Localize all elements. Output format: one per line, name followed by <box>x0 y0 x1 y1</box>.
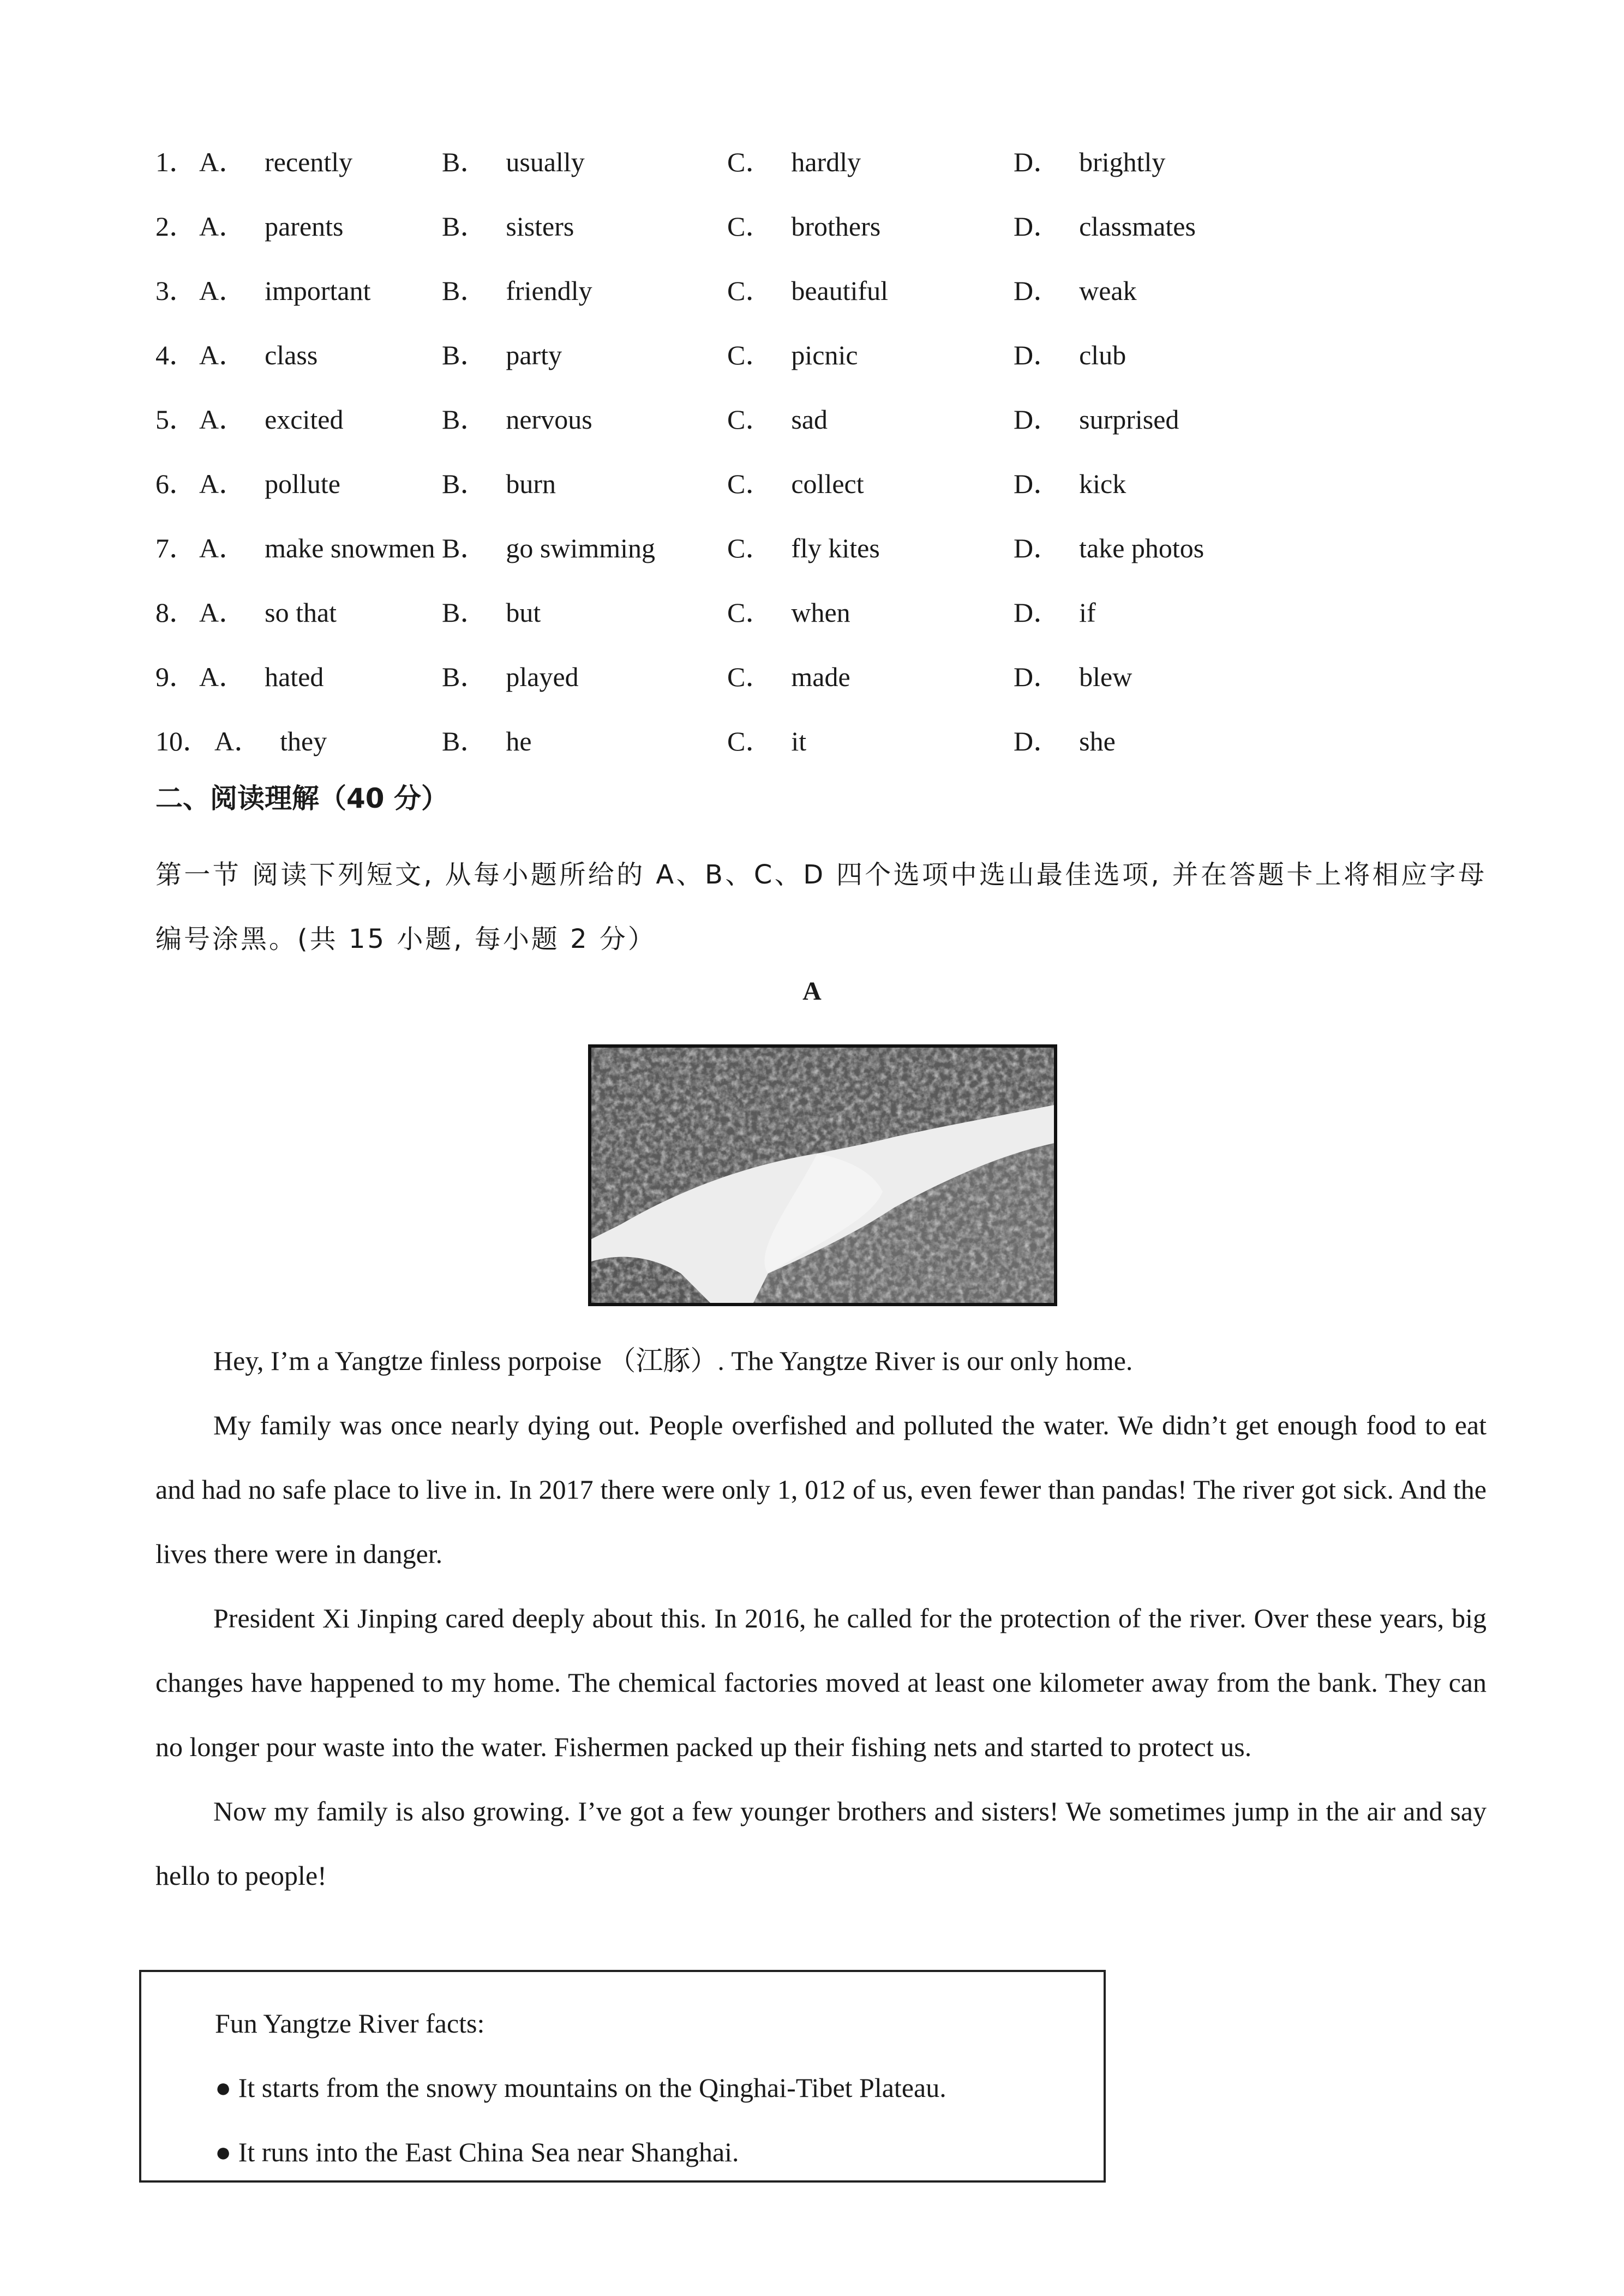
option-letter: B． <box>442 211 488 242</box>
option-b <box>442 580 541 645</box>
option-text: recently <box>265 147 353 177</box>
option-a <box>199 194 344 259</box>
option-text: so that <box>265 597 337 628</box>
option-a <box>199 516 435 580</box>
yangtze-river-photo <box>588 1044 1057 1306</box>
option-letter: A． <box>199 147 247 177</box>
option-d <box>1014 387 1179 452</box>
question-row-3 <box>155 259 1492 323</box>
option-b <box>442 323 562 387</box>
question-number: 9． <box>155 662 196 692</box>
option-b <box>442 130 585 194</box>
option-text: hardly <box>791 147 861 177</box>
option-b <box>442 709 532 773</box>
option-text: parents <box>265 211 344 242</box>
option-letter: A． <box>199 662 247 692</box>
facts-title: Fun Yangtze River facts: <box>215 2008 485 2039</box>
option-d <box>1014 194 1196 259</box>
option-letter: D． <box>1014 147 1061 177</box>
fact-item: ● It runs into the East China Sea near Shanghai. <box>215 2137 739 2167</box>
option-letter: C． <box>727 404 773 435</box>
option-b <box>442 259 592 323</box>
option-letter: A． <box>199 404 247 435</box>
option-c <box>727 323 858 387</box>
option-letter: B． <box>442 340 488 370</box>
option-letter: C． <box>727 597 773 628</box>
option-letter: C． <box>727 147 773 177</box>
option-b <box>442 452 556 516</box>
option-text: surprised <box>1079 404 1179 435</box>
option-text: he <box>506 726 532 756</box>
question-number: 1． <box>155 147 196 177</box>
passage-paragraph: My family was once nearly dying out. People overfished and polluted the water. We didn’t get enough food to eat and had no safe place to live in. In 2017 there were only 1, 012 of us, even fewer than pandas! The river got sick. And the lives there were in danger. <box>155 1410 1487 1569</box>
question-number: 7． <box>155 533 196 563</box>
option-letter: A． <box>199 597 247 628</box>
option-a <box>199 323 317 387</box>
option-c <box>727 709 806 773</box>
passage-label: A <box>802 977 822 1006</box>
option-text: classmates <box>1079 211 1196 242</box>
option-letter: A． <box>214 726 262 756</box>
option-text: fly kites <box>791 533 880 563</box>
option-text: sad <box>791 404 828 435</box>
option-letter: D． <box>1014 404 1061 435</box>
option-text: make snowmen <box>265 533 435 563</box>
option-text: weak <box>1079 275 1137 306</box>
question-number: 6． <box>155 468 196 499</box>
option-c <box>727 194 880 259</box>
passage-paragraph: Now my family is also growing. I’ve got a few younger brothers and sisters! We sometimes jump in the air and say hello to people! <box>155 1796 1487 1891</box>
option-letter: D． <box>1014 275 1061 306</box>
option-c <box>727 130 861 194</box>
option-letter: C． <box>727 211 773 242</box>
option-letter: D． <box>1014 597 1061 628</box>
option-letter: A． <box>199 533 247 563</box>
option-text: club <box>1079 340 1126 370</box>
question-number: 3． <box>155 275 196 306</box>
option-letter: D． <box>1014 468 1061 499</box>
option-letter: B． <box>442 404 488 435</box>
question-number: 2． <box>155 211 196 242</box>
passage-paragraph: Hey, I’m a Yangtze finless porpoise （江豚）. The Yangtze River is our only home. <box>213 1345 1133 1376</box>
option-c <box>727 516 880 580</box>
option-d <box>1014 645 1132 709</box>
question-row-6 <box>155 452 1492 516</box>
option-a <box>199 387 343 452</box>
option-text: brightly <box>1079 147 1166 177</box>
question-row-7 <box>155 516 1492 580</box>
option-letter: D． <box>1014 211 1061 242</box>
option-letter: C． <box>727 275 773 306</box>
option-text: picnic <box>791 340 858 370</box>
option-c <box>727 645 850 709</box>
option-d <box>1014 580 1096 645</box>
option-b <box>442 645 579 709</box>
option-text: party <box>506 340 562 370</box>
option-text: class <box>265 340 318 370</box>
option-d <box>1014 323 1126 387</box>
option-text: when <box>791 597 850 628</box>
option-text: pollute <box>265 468 340 499</box>
option-letter: C． <box>727 468 773 499</box>
option-text: take photos <box>1079 533 1204 563</box>
facts-box <box>139 1970 1106 2183</box>
option-a <box>199 645 323 709</box>
option-text: excited <box>265 404 344 435</box>
option-text: beautiful <box>791 275 889 306</box>
option-text: friendly <box>506 275 592 306</box>
question-row-5 <box>155 387 1492 452</box>
option-letter: B． <box>442 597 488 628</box>
option-text: she <box>1079 726 1116 756</box>
option-letter: D． <box>1014 726 1061 756</box>
question-number: 8． <box>155 597 196 628</box>
option-letter: A． <box>199 340 247 370</box>
option-c <box>727 259 888 323</box>
option-letter: B． <box>442 662 488 692</box>
option-letter: B． <box>442 275 488 306</box>
question-row-1 <box>155 130 1492 194</box>
question-number: 4． <box>155 340 196 370</box>
option-text: they <box>280 726 327 756</box>
option-c <box>727 580 850 645</box>
answer-options <box>155 130 1492 773</box>
option-d <box>1014 516 1204 580</box>
option-text: burn <box>506 468 556 499</box>
reading-passage <box>155 1329 1487 1908</box>
option-letter: C． <box>727 533 773 563</box>
option-text: it <box>791 726 807 756</box>
option-letter: A． <box>199 211 247 242</box>
option-text: sisters <box>506 211 574 242</box>
option-d <box>1014 259 1137 323</box>
option-letter: D． <box>1014 662 1061 692</box>
option-text: blew <box>1079 662 1132 692</box>
option-text: if <box>1079 597 1096 628</box>
question-row-9 <box>155 645 1492 709</box>
option-a <box>199 452 340 516</box>
option-d <box>1014 452 1126 516</box>
option-a <box>214 709 327 773</box>
option-letter: C． <box>727 340 773 370</box>
option-letter: D． <box>1014 340 1061 370</box>
question-number: 10． <box>155 726 210 756</box>
option-letter: B． <box>442 468 488 499</box>
option-text: nervous <box>506 404 592 435</box>
option-letter: A． <box>199 275 247 306</box>
question-number: 5． <box>155 404 196 435</box>
option-text: played <box>506 662 579 692</box>
option-c <box>727 387 828 452</box>
option-text: made <box>791 662 850 692</box>
option-letter: B． <box>442 726 488 756</box>
option-b <box>442 516 655 580</box>
section-instructions: 第一节 阅读下列短文, 从每小题所给的 A、B、C、D 四个选项中选山最佳选项, 并在答题卡上将相应字母编号涂黑。(共 15 小题, 每小题 2 分） <box>155 860 1487 954</box>
option-letter: C． <box>727 726 773 756</box>
question-row-8 <box>155 580 1492 645</box>
option-a <box>199 259 371 323</box>
fact-item: ● It starts from the snowy mountains on the Qinghai-Tibet Plateau. <box>215 2072 946 2103</box>
option-text: collect <box>791 468 864 499</box>
option-b <box>442 387 592 452</box>
option-letter: B． <box>442 147 488 177</box>
option-d <box>1014 709 1116 773</box>
question-row-10 <box>155 709 1492 773</box>
option-letter: D． <box>1014 533 1061 563</box>
section-title: 二、阅读理解（40 分） <box>155 783 448 814</box>
option-text: important <box>265 275 371 306</box>
question-row-2 <box>155 194 1492 259</box>
option-d <box>1014 130 1165 194</box>
question-row-4 <box>155 323 1492 387</box>
option-letter: B． <box>442 533 488 563</box>
passage-paragraph: President Xi Jinping cared deeply about this. In 2016, he called for the protection of the river. Over these years, big changes have happened to my home. The chemical factories moved at least one kilometer away from the bank. They can no longer pour waste into the water. Fishermen packed up their fishing nets and started to protect us. <box>155 1603 1487 1762</box>
option-letter: A． <box>199 468 247 499</box>
option-letter: C． <box>727 662 773 692</box>
option-text: kick <box>1079 468 1126 499</box>
option-text: brothers <box>791 211 881 242</box>
option-a <box>199 130 352 194</box>
option-text: hated <box>265 662 324 692</box>
option-c <box>727 452 864 516</box>
option-text: go swimming <box>506 533 655 563</box>
option-text: usually <box>506 147 585 177</box>
option-text: but <box>506 597 541 628</box>
option-b <box>442 194 574 259</box>
option-a <box>199 580 337 645</box>
